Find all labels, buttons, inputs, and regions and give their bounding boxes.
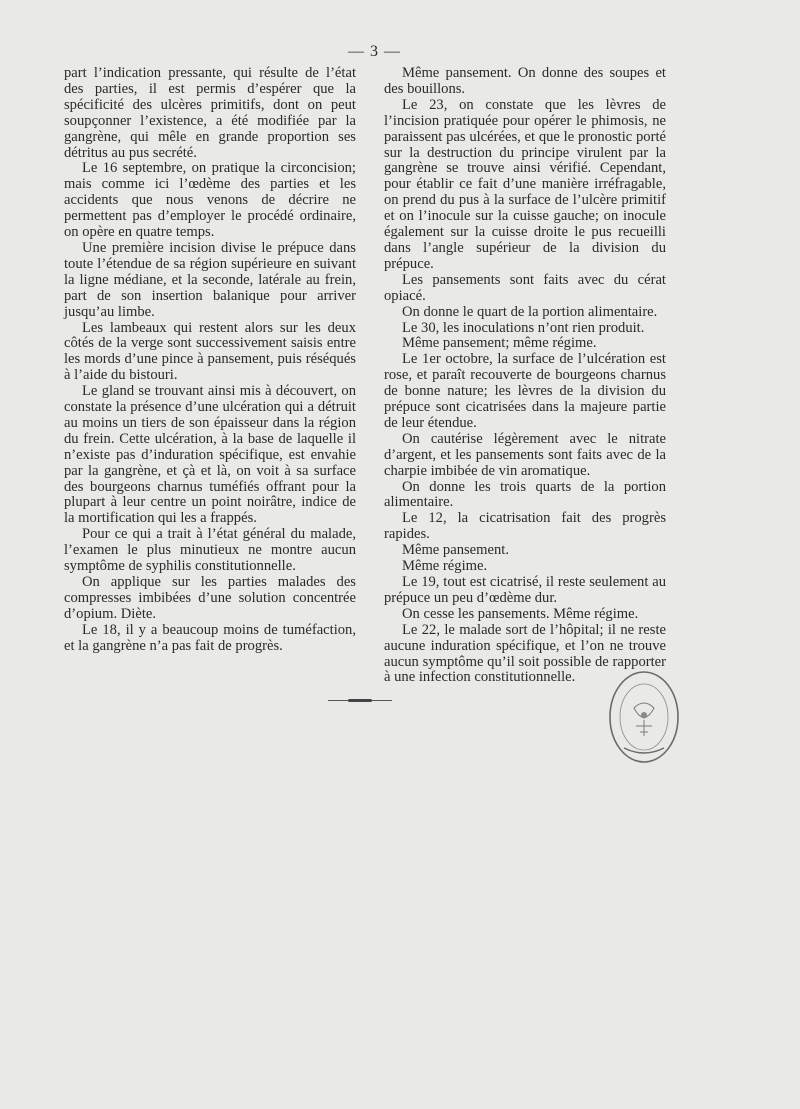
left-column xyxy=(64,66,356,655)
paragraph: On donne les trois quarts de la portion alimentaire. xyxy=(384,478,666,511)
paragraph: Même pansement; même régime. xyxy=(402,335,597,352)
paragraph: Le 23, on constate que les lèvres de l’incision pratiquée pour opérer le phimosis, ne paraissent pas ulcérées, et que le pronostic porté sur la destruction du principe virulent par la gangrène se trouve ainsi vérifié. Cependant, pour établir ce fait d’une manière irréfragable, on prend du pus à la surface de l’ulcère primitif et on l’inocule sur la cuisse gauche; on inocule également sur la cuisse droite le pus recueilli dans l’angle supérieur de la division du prépuce. xyxy=(384,96,666,272)
right-column xyxy=(384,66,666,686)
paragraph: Même pansement. xyxy=(402,542,509,559)
section-rule xyxy=(328,700,392,701)
paragraph: Le 22, le malade sort de l’hôpital; il ne reste aucune induration spécifique, et l’on ne trouve aucun symptôme qu’il soit possible de rapporter à une infection constitutionnelle. xyxy=(384,621,666,686)
paragraph: Le 19, tout est cicatrisé, il reste seulement au prépuce un peu d’œdème dur. xyxy=(384,574,666,606)
paragraph: Le 16 septembre, on pratique la circoncision; mais comme ici l’œdème des parties et les accidents que nous venons de décrire ne permettent pas d’employer le procédé ordinaire, on opère en quatre temps. xyxy=(64,160,356,241)
paragraph: On cesse les pansements. Même régime. xyxy=(402,605,639,622)
paragraph: Les lambeaux qui restent alors sur les deux côtés de la verge sont successivement saisis entre les mords d’une pince à pansement, puis réséqués à l’aide du bistouri. xyxy=(64,319,356,384)
paragraph: Même pansement. On donne des soupes et des bouillons. xyxy=(384,65,666,97)
library-stamp-icon xyxy=(606,668,682,766)
paragraph: Les pansements sont faits avec du cérat opiacé. xyxy=(384,271,666,304)
paragraph: Même régime. xyxy=(402,558,488,575)
paragraph: Une première incision divise le prépuce dans toute l’étendue de sa région supérieure en suivant la ligne médiane, et la seconde, latérale au frein, part de son insertion balanique pour arriver jusqu’au limbe. xyxy=(64,239,356,320)
paragraph: Le gland se trouvant ainsi mis à découvert, on constate la présence d’une ulcération qui a détruit au moins un tiers de son épaisseur dans la région du frein. Cette ulcération, à la base de laquelle il n’existe pas d’induration spécifique, est envahie par la gangrène, et çà et là, on voit à sa surface des bourgeons charnus tuméfiés offrant pour la plupart à leur centre un point noirâtre, indice de la mortification qui les a frappés. xyxy=(64,383,356,527)
paragraph: Le 18, il y a beaucoup moins de tuméfaction, et la gangrène n’a pas fait de progrès. xyxy=(64,621,356,654)
paragraph: On applique sur les parties malades des compresses imbibées d’une solution concentrée d’opium. Diète. xyxy=(64,574,356,622)
paragraph: part l’indication pressante, qui résulte de l’état des parties, il est permis d’espérer que la spécificité des ulcères primitifs, dont on peut soupçonner l’existence, a été modifiée par la gangrène, qui mêle en grande proportion ses détritus au pus secrété. xyxy=(64,65,356,161)
page-number: — 3 — xyxy=(348,43,401,60)
paragraph: Le 1er octobre, la surface de l’ulcération est rose, et paraît recouverte de bourgeons charnus de bonne nature; les lèvres de la division du prépuce sont cicatrisées dans la majeure partie de leur étendue. xyxy=(384,351,666,431)
paragraph: Pour ce qui a trait à l’état général du malade, l’examen le plus minutieux ne montre aucun symptôme de syphilis constitutionnelle. xyxy=(64,526,356,575)
paragraph: On cautérise légèrement avec le nitrate d’argent, et les pansements sont faits avec de la charpie imbibée de vin aromatique. xyxy=(384,430,666,479)
paragraph: Le 30, les inoculations n’ont rien produit. xyxy=(402,319,645,336)
paragraph: On donne le quart de la portion alimentaire. xyxy=(402,303,658,320)
paragraph: Le 12, la cicatrisation fait des progrès rapides. xyxy=(384,510,666,543)
